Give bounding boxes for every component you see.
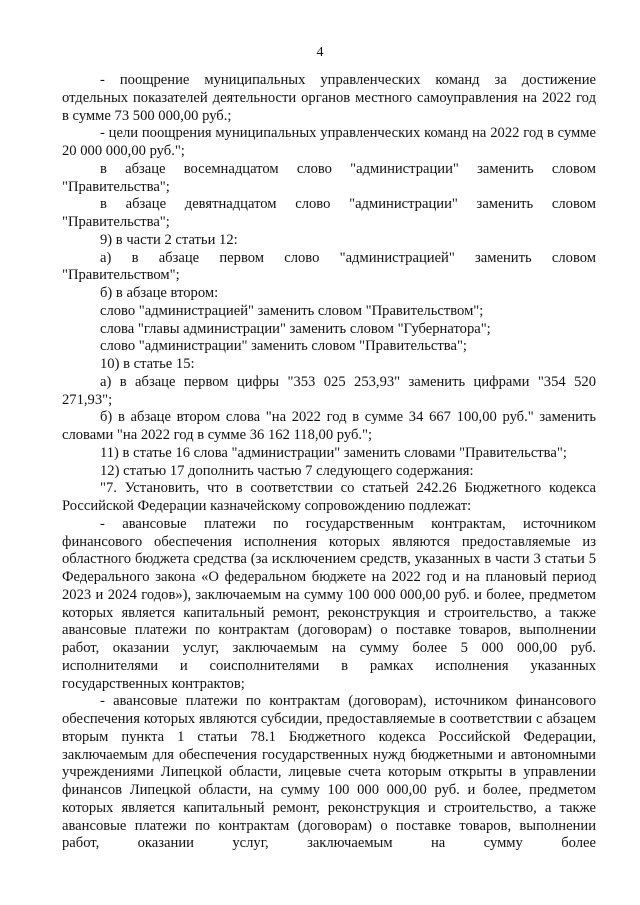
page-number: 4 (316, 45, 324, 60)
paragraph-item-9b-1: слово "администрацией" заменить словом "Правительством"; (100, 302, 484, 319)
paragraph-item-10: 10) в статье 15: (100, 356, 195, 372)
document-body (62, 72, 596, 853)
paragraph-advance-state-contracts: - авансовые платежи по государственным контрактам, источником финансового обеспечения исполнения которых являются предоставляемые из областного бюджета средства (за исключением средств, указанных в части 3 статьи 5 Федерального закона «О федеральном бюджете на 2022 год и на плановый период 2023 и 2024 годов»), заключаемым на сумму 100 000 000,00 руб. и более, предметом которых является капитальный ремонт, реконструкция и строительство, а также авансовые платежи по контрактам (договорам) о поставке товаров, выполнении работ, оказании услуг, заключаемым на сумму более 5 000 000,00 руб. исполнителями и соисполнителями в рамках исполнения указанных государственных контрактов; (62, 515, 596, 692)
paragraph-item-9b-3: слово "администрации" заменить словом "Правительства"; (100, 338, 467, 355)
paragraph-item-9a: а) в абзаце первом слово "администрацией" заменить словом "Правительством"; (62, 249, 596, 284)
paragraph-bonus-teams-73500000: - поощрение муниципальных управленческих команд за достижение отдельных показателей деятельности органов местного самоуправления на 2022 год в сумме 73 500 000,00 руб.; (62, 72, 596, 124)
paragraph-item-10a: а) в абзаце первом цифры "353 025 253,93" заменить цифрами "354 520 271,93"; (62, 373, 596, 408)
paragraph-abzac-18: в абзаце восемнадцатом слово "администрации" заменить словом "Правительства"; (62, 160, 596, 195)
paragraph-abzac-19: в абзаце девятнадцатом слово "администрации" заменить словом "Правительства"; (62, 196, 596, 230)
paragraph-item-9b-2: слова "главы администрации" заменить словом "Губернатора"; (100, 320, 491, 337)
paragraph-item-12: 12) статью 17 дополнить частью 7 следующего содержания: (100, 462, 474, 479)
paragraph-advance-subsidy-contracts: - авансовые платежи по контрактам (договорам), источником финансового обеспечения которых являются субсидии, предоставляемые в соответствии с абзацем вторым пункта 1 статьи 78.1 Бюджетного кодекса Российской Федерации, заключаемым для обеспечения государственных нужд бюджетными и автономными учреждениями Липецкой области, лицевые счета которым открыты в управлении финансов Липецкой области, на сумму 100 000 000,00 руб. и более, предметом которых является капитальный ремонт, реконструкция и строительство, а также авансовые платежи по контрактам (договорам) о поставке товаров, выполнении работ, оказании услуг, заключаемым на сумму более (62, 693, 596, 852)
paragraph-item-9: 9) в части 2 статьи 12: (100, 231, 238, 248)
paragraph-item-9b: б) в абзаце втором: (100, 285, 219, 301)
paragraph-item-10b: б) в абзаце втором слова "на 2022 год в сумме 34 667 100,00 руб." заменить словами "на 2022 год в сумме 36 162 118,00 руб."; (62, 409, 596, 443)
paragraph-bonus-teams-20000000: - цели поощрения муниципальных управленческих команд на 2022 год в сумме 20 000 000,00 руб."; (62, 125, 596, 159)
paragraph-part-7: "7. Установить, что в соответствии со статьей 242.26 Бюджетного кодекса Российской Федерации казначейскому сопровождению подлежат: (62, 480, 596, 514)
paragraph-item-11: 11) в статье 16 слова "администрации" заменить словами "Правительства"; (100, 444, 567, 461)
